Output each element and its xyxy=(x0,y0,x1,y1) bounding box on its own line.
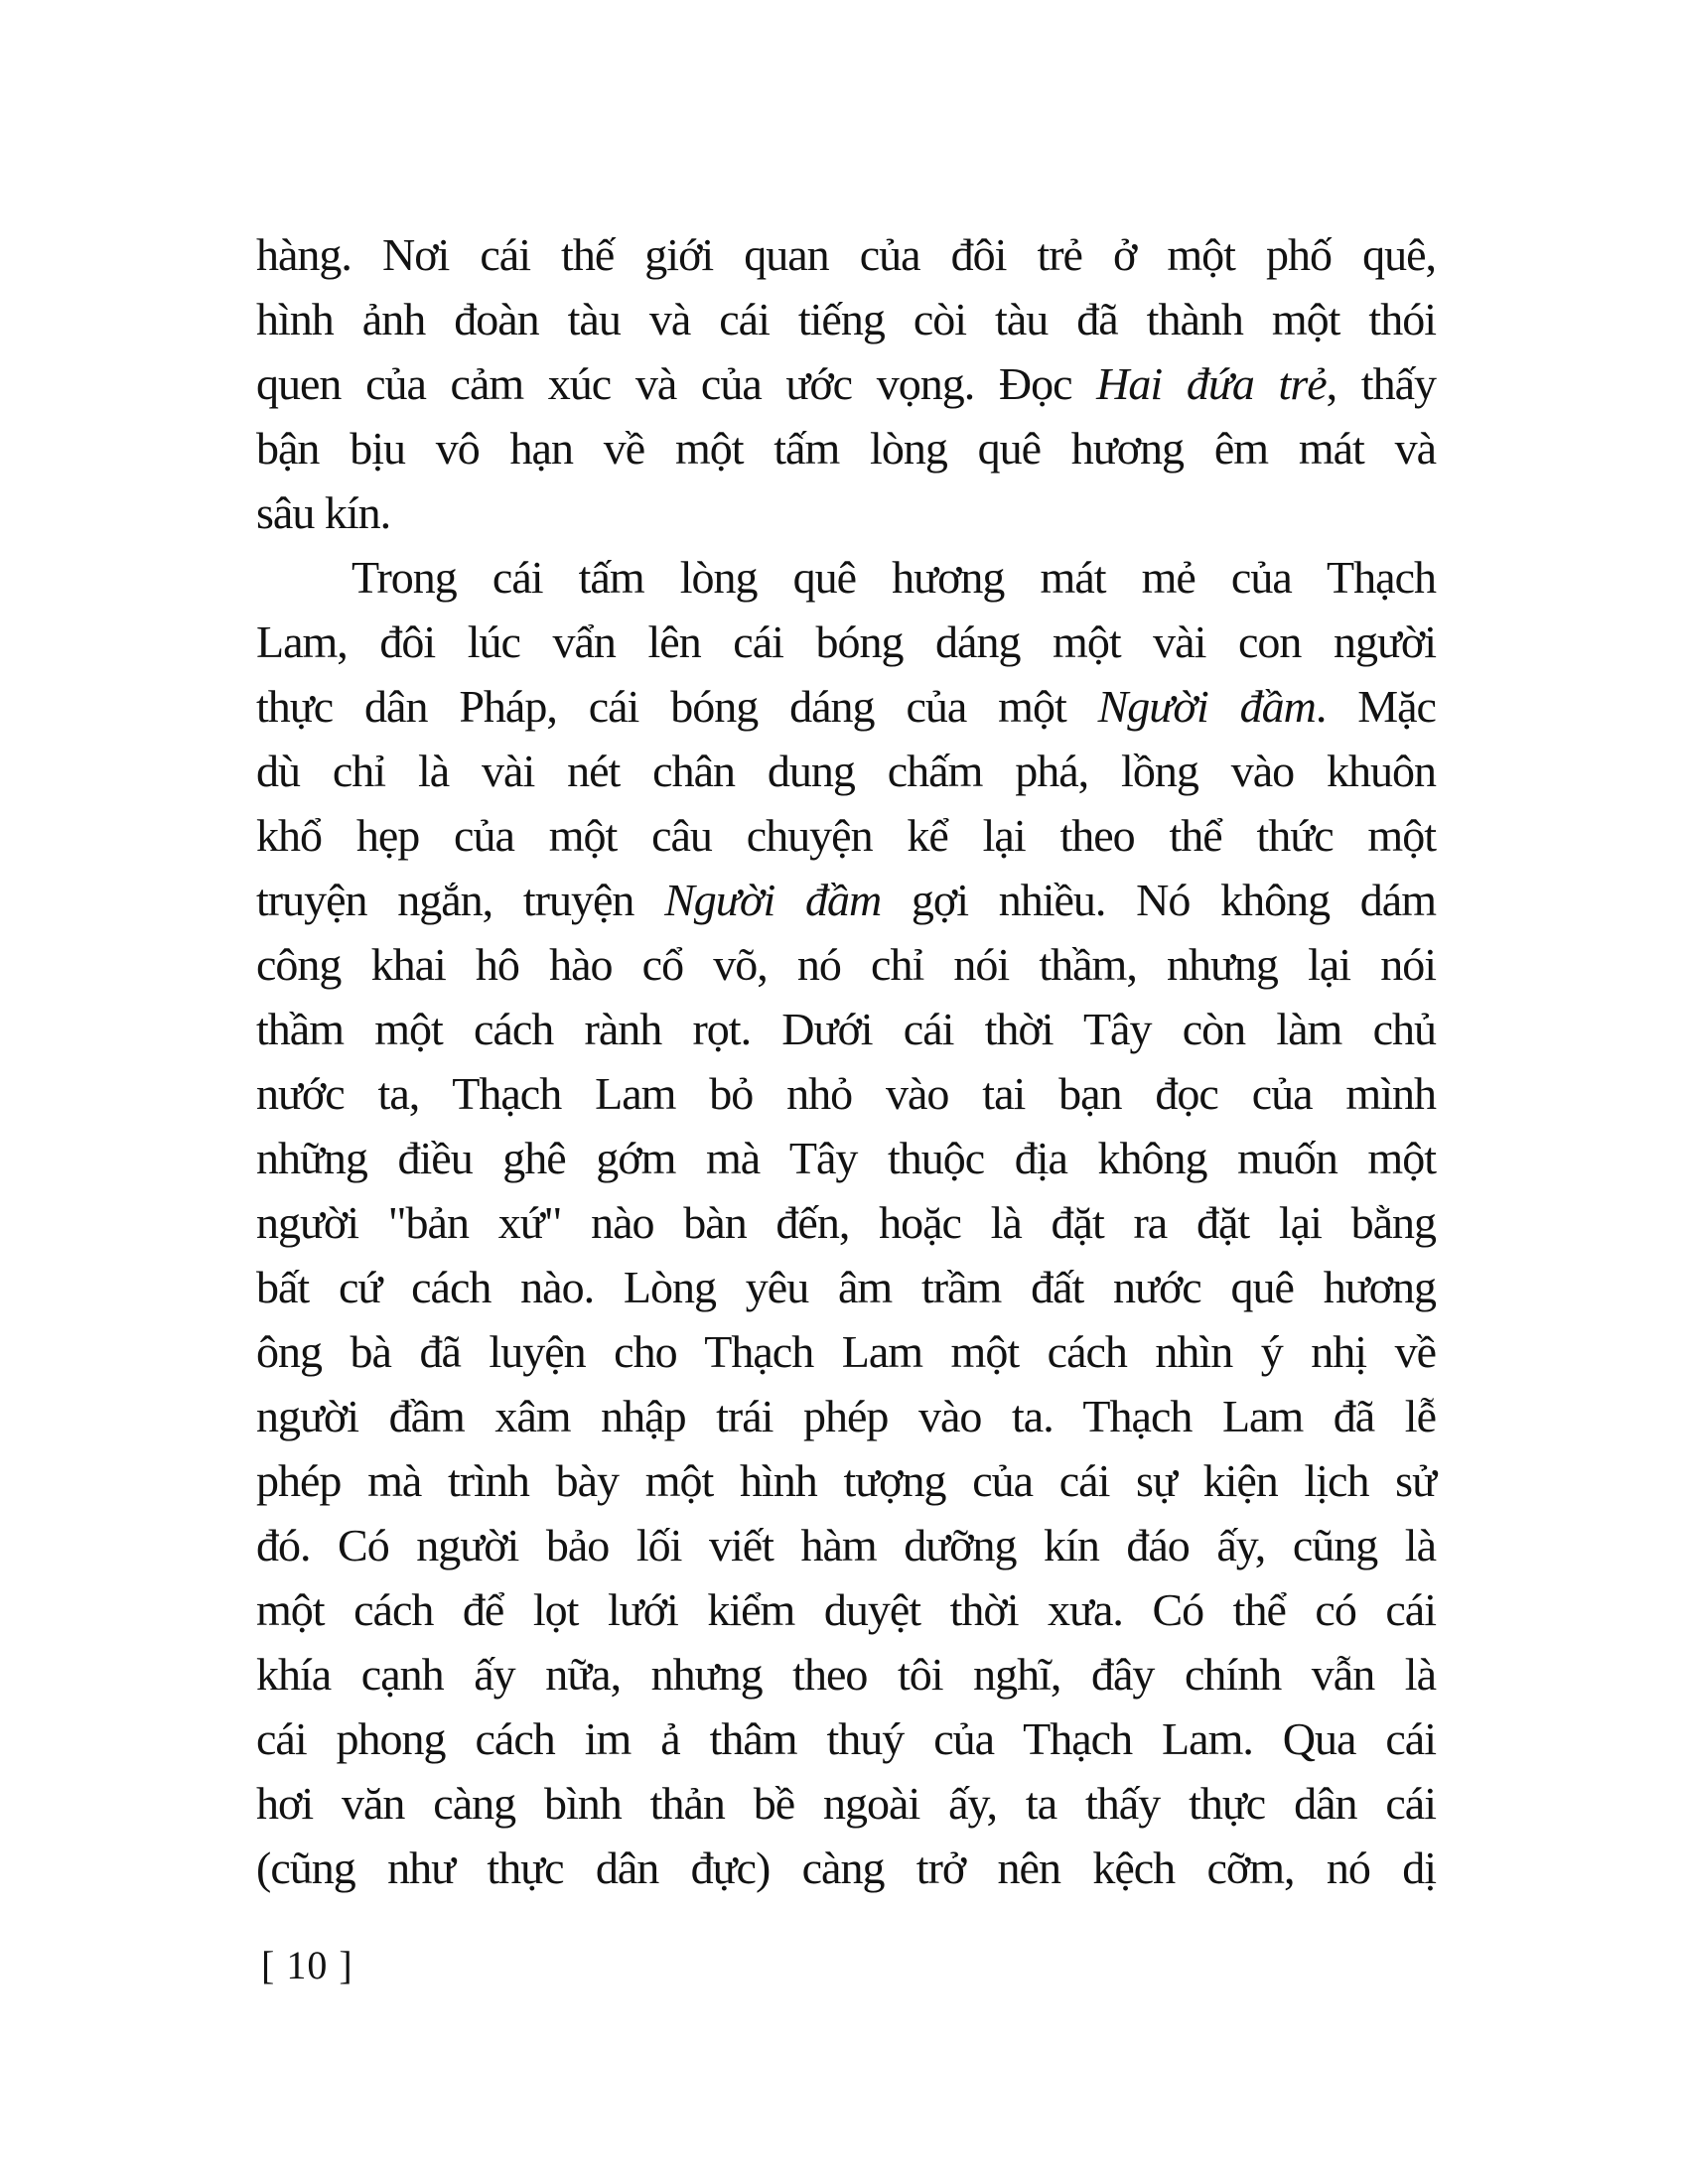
text-line xyxy=(256,1384,1436,1448)
body-text: (cũng như thực dân đực) càng trở nên kệch cỡm, nó dị xyxy=(256,1843,1436,1893)
body-text: thầm một cách rành rọt. Dưới cái thời Tây còn làm chủ xyxy=(256,1004,1436,1054)
body-text: , thấy xyxy=(1326,358,1437,409)
body-text: công khai hô hào cổ võ, nó chỉ nói thầm, nhưng lại nói xyxy=(256,939,1436,990)
body-text: quen của cảm xúc và của ước vọng. Đọc xyxy=(256,358,1097,409)
text-line xyxy=(256,1706,1436,1771)
body-text: khía cạnh ấy nữa, nhưng theo tôi nghĩ, đây chính vẫn là xyxy=(256,1649,1436,1700)
text-line xyxy=(256,1836,1436,1900)
text-line xyxy=(256,1126,1436,1190)
text-line xyxy=(256,1448,1436,1513)
text-line xyxy=(256,287,1436,351)
italic-text: Hai đứa trẻ xyxy=(1096,358,1327,409)
text-line xyxy=(256,739,1436,803)
body-text: hàng. Nơi cái thế giới quan của đôi trẻ ở một phố quê, xyxy=(256,229,1436,280)
text-line xyxy=(256,1577,1436,1642)
body-text: khổ hẹp của một câu chuyện kể lại theo thể thức một xyxy=(256,810,1436,861)
body-text: gợi nhiều. Nó không dám xyxy=(881,875,1436,925)
paragraph xyxy=(256,222,1436,545)
text-line xyxy=(256,351,1436,416)
body-text: sâu kín. xyxy=(256,487,391,538)
body-text: nước ta, Thạch Lam bỏ nhỏ vào tai bạn đọc của mình xyxy=(256,1068,1436,1119)
text-line xyxy=(256,1642,1436,1706)
body-text: phép mà trình bày một hình tượng của cái sự kiện lịch sử xyxy=(256,1455,1436,1506)
body-text: thực dân Pháp, cái bóng dáng của một xyxy=(256,681,1098,732)
text-line xyxy=(256,1061,1436,1126)
body-text: hơi văn càng bình thản bề ngoài ấy, ta thấy thực dân cái xyxy=(256,1778,1436,1829)
body-text: Lam, đôi lúc vẩn lên cái bóng dáng một vài con người xyxy=(256,616,1436,667)
text-line xyxy=(256,674,1436,739)
text-line xyxy=(256,1190,1436,1255)
body-text: hình ảnh đoàn tàu và cái tiếng còi tàu đã thành một thói xyxy=(256,294,1436,344)
text-line xyxy=(256,610,1436,674)
page-text xyxy=(256,222,1436,1900)
text-line xyxy=(256,997,1436,1061)
body-text: ông bà đã luyện cho Thạch Lam một cách nhìn ý nhị về xyxy=(256,1326,1436,1377)
text-line xyxy=(256,416,1436,480)
text-line xyxy=(256,222,1436,287)
text-line xyxy=(256,1771,1436,1836)
body-text: người đầm xâm nhập trái phép vào ta. Thạch Lam đã lễ xyxy=(256,1391,1436,1441)
body-text: một cách để lọt lưới kiểm duyệt thời xưa. Có thể có cái xyxy=(256,1584,1436,1635)
body-text: những điều ghê gớm mà Tây thuộc địa không muốn một xyxy=(256,1133,1436,1183)
body-text: . Mặc xyxy=(1315,681,1436,732)
body-text: truyện ngắn, truyện xyxy=(256,875,665,925)
italic-text: Người đầm xyxy=(664,875,882,925)
body-text: người "bản xứ" nào bàn đến, hoặc là đặt ra đặt lại bằng xyxy=(256,1197,1436,1248)
text-line xyxy=(256,1513,1436,1577)
body-text: đó. Có người bảo lối viết hàm dưỡng kín đáo ấy, cũng là xyxy=(256,1520,1436,1570)
body-text: bất cứ cách nào. Lòng yêu âm trầm đất nước quê hương xyxy=(256,1262,1436,1312)
body-text: cái phong cách im ả thâm thuý của Thạch Lam. Qua cái xyxy=(256,1713,1436,1764)
text-line xyxy=(256,545,1436,610)
text-line xyxy=(256,1319,1436,1384)
body-text: bận bịu vô hạn về một tấm lòng quê hương êm mát và xyxy=(256,423,1436,474)
body-text: Trong cái tấm lòng quê hương mát mẻ của Thạch xyxy=(352,552,1436,603)
italic-text: Người đầm xyxy=(1097,681,1316,732)
text-line xyxy=(256,1255,1436,1319)
body-text: dù chỉ là vài nét chân dung chấm phá, lồng vào khuôn xyxy=(256,746,1436,796)
text-line xyxy=(256,932,1436,997)
page-number: [ 10 ] xyxy=(261,1943,353,1987)
paragraph xyxy=(256,545,1436,1900)
text-line xyxy=(256,480,1436,545)
text-line xyxy=(256,803,1436,868)
text-line xyxy=(256,868,1436,932)
